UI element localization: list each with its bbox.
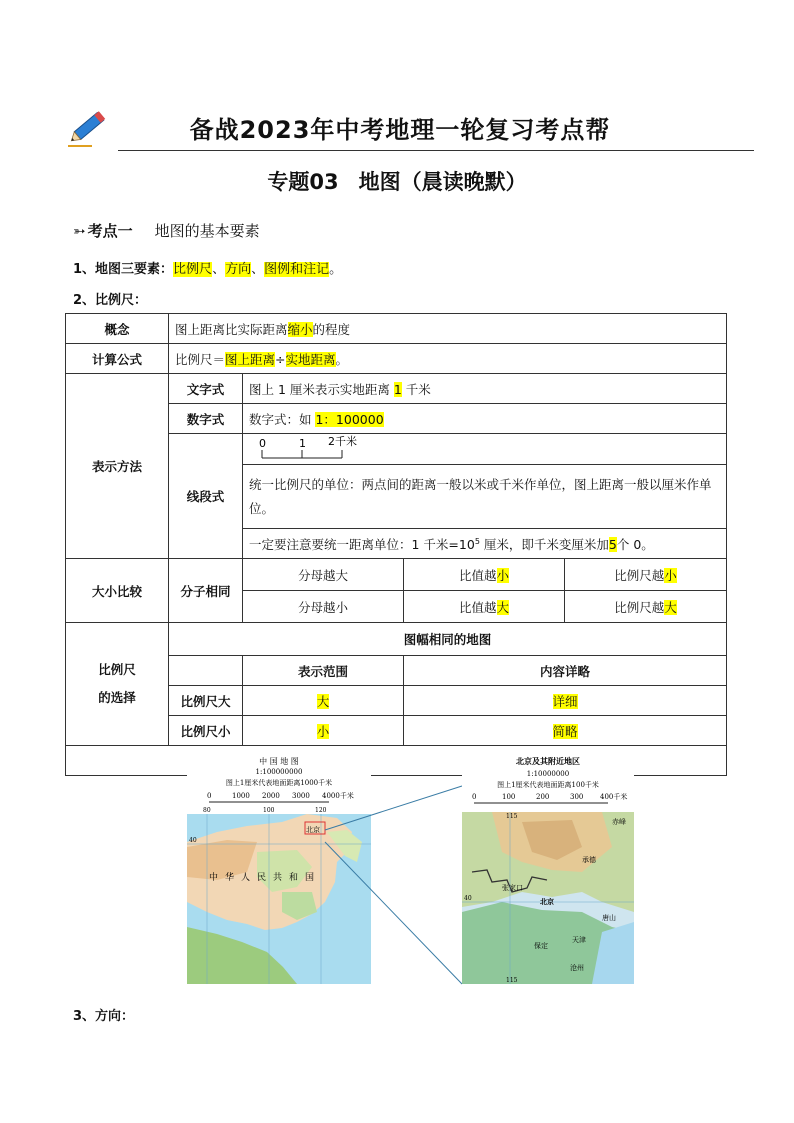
- formula-a: 比例尺＝: [175, 351, 226, 367]
- left-scale-3: 3000: [292, 792, 310, 800]
- line1-sep1: 、: [212, 262, 226, 277]
- scale-tick-0: 0: [259, 437, 266, 450]
- line1-prefix: 1、地图三要素：: [73, 262, 174, 277]
- note2-c: 个 0。: [616, 536, 654, 552]
- note2-b: 厘米，即千米变厘米加: [479, 536, 609, 552]
- right-map-title: 北京及其附近地区: [516, 757, 580, 766]
- row2-scale-a: 比例尺越: [614, 599, 665, 615]
- sub-title: [200, 166, 594, 196]
- left-scale-4: 4000千米: [322, 792, 354, 800]
- left-lon-100: 100: [263, 807, 275, 814]
- concept-a: 图上距离比实际距离: [175, 321, 288, 337]
- subtitle-topic: 专题03: [267, 170, 339, 194]
- right-label-chifeng: 赤峰: [612, 818, 626, 826]
- row2-scale-hl: 大: [664, 599, 677, 615]
- line1-item2: 方向: [225, 262, 252, 277]
- big-range: [243, 686, 404, 716]
- scalebar: [249, 434, 720, 464]
- row2-ratio-hl: 大: [496, 599, 510, 615]
- right-label-tangshan: 唐山: [602, 914, 616, 922]
- right-label-zhangjiakou: 张家口: [502, 884, 523, 892]
- pencil-icon: [64, 102, 114, 150]
- map-comparison-cell: [66, 746, 727, 984]
- right-scale-4: 400千米: [600, 793, 628, 801]
- text-hl: 1: [393, 381, 402, 397]
- small-scale-label: 比例尺小: [169, 716, 243, 746]
- left-label-4: 民: [257, 873, 267, 883]
- formula-label: 计算公式: [66, 344, 169, 374]
- scale-table: [65, 313, 727, 984]
- right-scale-3: 300: [570, 793, 584, 801]
- note2-hl: 5: [608, 536, 617, 552]
- section-heading: [73, 220, 260, 241]
- big-detail-hl: 详细: [552, 693, 578, 709]
- big-detail: [404, 686, 727, 716]
- row2-ratio-a: 比值越: [458, 599, 497, 615]
- left-label-6: 和: [289, 873, 299, 883]
- row2-denom: 分母越小: [243, 591, 404, 623]
- text-b: 千米: [401, 381, 431, 397]
- big-range-hl: 大: [316, 693, 330, 709]
- row1-scale-a: 比例尺越: [614, 567, 665, 583]
- num-value: [243, 404, 727, 434]
- beijing-map: [462, 752, 634, 984]
- title-divider: [118, 150, 754, 151]
- left-scale-2: 2000: [262, 792, 280, 800]
- line1-item3: 图例和注记: [264, 262, 330, 277]
- choice-label-2: 的选择: [98, 690, 136, 705]
- note2-a: 一定要注意要统一距离单位：1 千米=10: [249, 536, 475, 552]
- formula-div: ÷: [275, 351, 286, 367]
- num-label: 数字式: [169, 404, 243, 434]
- small-detail: [404, 716, 727, 746]
- note2-sup: 5: [474, 536, 480, 546]
- same-map-header: 图幅相同的地图: [169, 623, 727, 656]
- right-scale-1: 100: [502, 793, 516, 801]
- num-a: 数字式：如: [249, 411, 316, 427]
- concept-value: [169, 314, 727, 344]
- row1-ratio-hl: 小: [496, 567, 510, 583]
- repr-label: 表示方法: [66, 374, 169, 559]
- left-label-2: 华: [225, 873, 235, 883]
- line1-item1: 比例尺: [173, 262, 213, 277]
- line-note1: 统一比例尺的单位：两点间的距离一般以米或千米作单位，图上距离一般以厘米作单位。: [243, 465, 727, 529]
- subtitle-name: 地图（晨读晚默）: [358, 170, 527, 194]
- right-label-beijing: 北京: [540, 898, 554, 906]
- line1-end: 。: [329, 262, 343, 277]
- left-lat-40: 40: [189, 837, 197, 844]
- right-scale-2: 200: [536, 793, 550, 801]
- row1-ratio: [404, 559, 565, 591]
- scale-heading: 2、比例尺：: [73, 293, 148, 308]
- line-label: 线段式: [169, 434, 243, 559]
- text-a: 图上 1 厘米表示实地距离: [249, 381, 394, 397]
- row1-scale-hl: 小: [664, 567, 677, 583]
- num-hl: 1：100000: [315, 411, 384, 427]
- row2-ratio: [404, 591, 565, 623]
- map-elements-line: [73, 258, 342, 277]
- col-detail-header: 内容详略: [404, 656, 727, 686]
- formula-end: 。: [335, 351, 349, 367]
- section-label: 考点一: [87, 222, 133, 240]
- left-label-beijing: 北京: [306, 826, 320, 834]
- small-range-hl: 小: [316, 723, 330, 739]
- left-map-title: 中 国 地 图: [259, 757, 299, 766]
- col-range-header: 表示范围: [243, 656, 404, 686]
- right-lon-115-bottom: 115: [506, 977, 518, 984]
- left-map-ratio: 1:100000000: [255, 768, 303, 776]
- formula-value: [169, 344, 727, 374]
- main-title: 备战2023年中考地理一轮复习考点帮: [189, 116, 611, 144]
- right-lon-115-top: 115: [506, 813, 518, 820]
- row2-scale: [565, 591, 727, 623]
- line-note2: [243, 529, 727, 559]
- size-label: 大小比较: [66, 559, 169, 623]
- right-scale-0: 0: [472, 793, 477, 801]
- choice-label-1: 比例尺: [98, 662, 136, 677]
- left-map-caption: 图上1厘米代表地面距离1000千米: [225, 779, 333, 787]
- small-detail-hl: 简略: [552, 723, 578, 739]
- concept-label: 概念: [66, 314, 169, 344]
- row1-ratio-a: 比值越: [458, 567, 497, 583]
- arrow-icon: ➳: [73, 222, 86, 240]
- right-lat-40: 40: [464, 895, 472, 902]
- right-map-caption: 图上1厘米代表地面距离100千米: [497, 781, 599, 789]
- concept-b: 的程度: [312, 321, 351, 337]
- left-label-1: 中: [209, 873, 219, 883]
- left-lon-120: 120: [315, 807, 327, 814]
- concept-hl: 缩小: [287, 321, 313, 337]
- right-map-ratio: 1:10000000: [526, 770, 570, 778]
- left-label-3: 人: [241, 873, 251, 883]
- left-label-7: 国: [305, 873, 315, 883]
- scale-tick-1: 1: [299, 437, 306, 450]
- left-scale-0: 0: [207, 792, 212, 800]
- big-scale-label: 比例尺大: [169, 686, 243, 716]
- numer-label: 分子相同: [169, 559, 243, 623]
- right-label-baoding: 保定: [534, 942, 548, 950]
- scale-tick-2: 2千米: [328, 435, 357, 448]
- text-value: [243, 374, 727, 404]
- line1-sep2: 、: [251, 262, 265, 277]
- direction-heading: 3、方向：: [73, 1009, 135, 1024]
- right-label-chengde: 承德: [582, 856, 596, 864]
- row1-denom: 分母越大: [243, 559, 404, 591]
- left-label-5: 共: [273, 873, 283, 883]
- choice-label: [66, 623, 169, 746]
- left-scale-1: 1000: [232, 792, 250, 800]
- section-name: 地图的基本要素: [154, 222, 260, 240]
- text-label: 文字式: [169, 374, 243, 404]
- small-range: [243, 716, 404, 746]
- row1-scale: [565, 559, 727, 591]
- left-lon-80: 80: [203, 807, 211, 814]
- formula-hl1: 图上距离: [225, 351, 276, 367]
- scalebar-cell: [243, 434, 727, 465]
- formula-hl2: 实地距离: [285, 351, 336, 367]
- right-label-tianjin: 天津: [572, 936, 586, 944]
- right-label-cangzhou: 沧州: [570, 964, 584, 972]
